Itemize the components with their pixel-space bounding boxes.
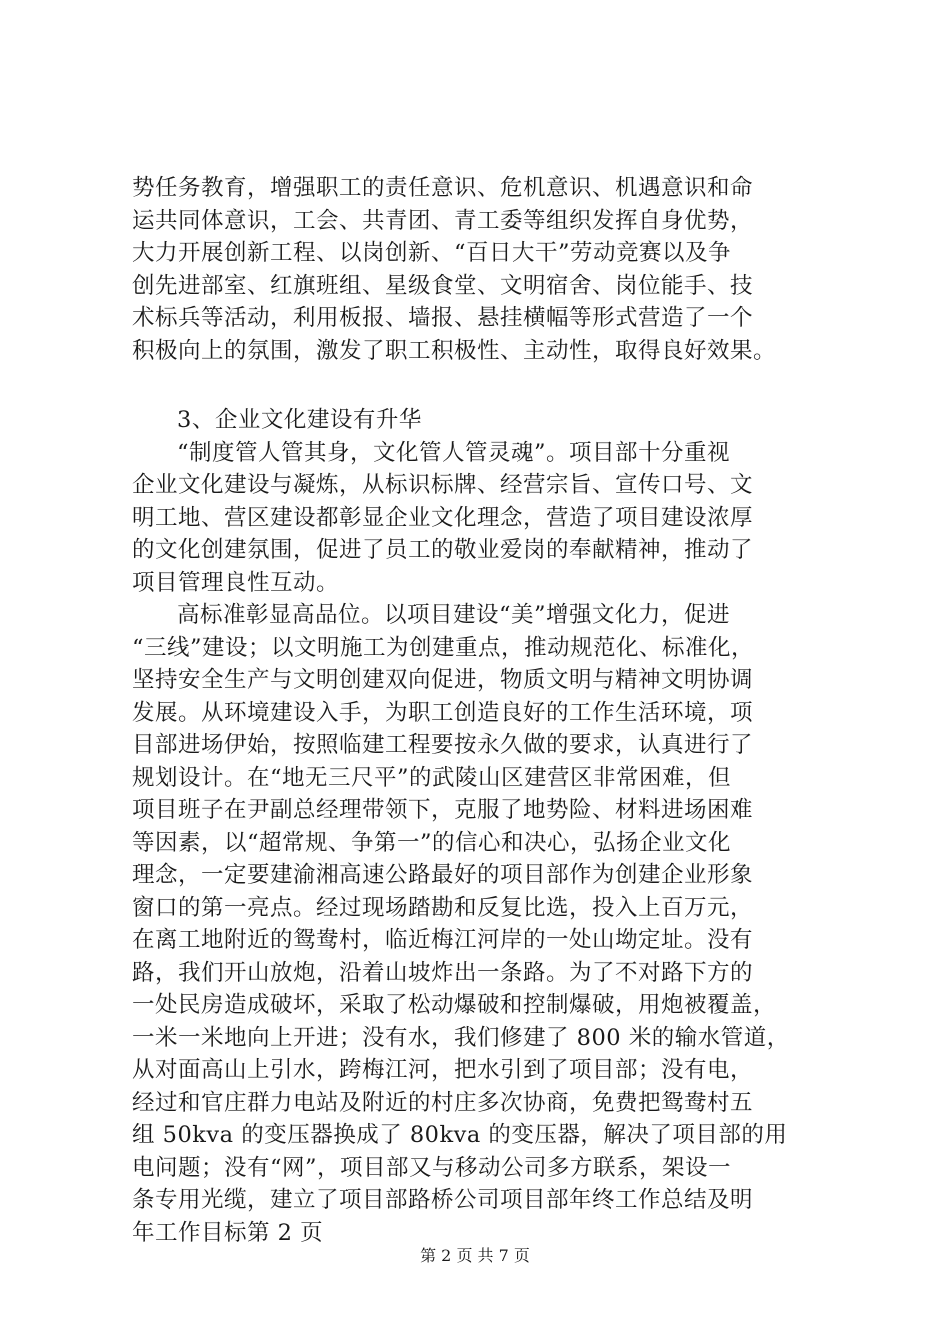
body-line: 目部进场伊始，按照临建工程要按永久做的要求，认真进行了 — [132, 732, 754, 758]
body-line: 企业文化建设与凝炼，从标识标牌、经营宗旨、宣传口号、文 — [132, 472, 754, 498]
body-line: 等因素，以“超常规、争第一”的信心和决心，弘扬企业文化 — [132, 829, 732, 856]
body-line: 创先进部室、红旗班组、星级食堂、文明宿舍、岗位能手、技 — [132, 272, 754, 299]
body-line: 组 50kva 的变压器换成了 80kva 的变压器，解决了项目部的用 — [132, 1122, 788, 1148]
body-line: 运共同体意识，工会、共青团、青工委等组织发挥自身优势， — [132, 207, 754, 234]
body-line: “三线”建设；以文明施工为创建重点，推动规范化、标准化， — [132, 634, 755, 661]
body-line: 大力开展创新工程、以岗创新、“百日大干”劳动竞赛以及争 — [132, 240, 732, 266]
body-line: 条专用光缆，建立了项目部路桥公司项目部年终工作总结及明 — [132, 1187, 754, 1213]
document-body — [132, 172, 832, 1249]
body-line: 一处民房造成破坏，采取了松动爆破和控制爆破，用炮被覆盖， — [132, 992, 777, 1018]
body-line: 规划设计。在“地无三尺平”的武陵山区建营区非常困难，但 — [132, 764, 732, 791]
body-line: 经过和官庄群力电站及附近的村庄多次协商，免费把鸳鸯村五 — [132, 1089, 754, 1116]
body-line: 理念，一定要建渝湘高速公路最好的项目部作为创建企业形象 — [132, 862, 754, 888]
body-line: 窗口的第一亮点。经过现场踏勘和反复比选，投入上百万元， — [132, 894, 754, 921]
body-line: 坚持安全生产与文明创建双向促进，物质文明与精神文明协调 — [132, 667, 754, 693]
paragraph-gap — [132, 367, 832, 404]
paragraph-first-line: “制度管人管其身，文化管人管灵魂”。项目部十分重视 — [177, 439, 731, 466]
body-line: 路，我们开山放炮，沿着山坡炸出一条路。为了不对路下方的 — [132, 959, 754, 986]
section-heading: 3、企业文化建设有升华 — [177, 407, 422, 433]
paragraph-first-line: 高标准彰显高品位。以项目建设“美”增强文化力，促进 — [177, 602, 731, 628]
body-line: 年工作目标第 2 页 — [132, 1219, 324, 1246]
body-line: 电问题；没有“网”，项目部又与移动公司多方联系，架设一 — [132, 1154, 732, 1181]
body-line: 明工地、营区建设都彰显企业文化理念，营造了项目建设浓厚 — [132, 504, 754, 531]
body-line: 项目管理良性互动。 — [132, 569, 340, 596]
page-number-label: 第 2 页 共 7 页 — [420, 1246, 530, 1265]
body-line: 一米一米地向上开进；没有水，我们修建了 800 米的输水管道， — [132, 1024, 790, 1051]
body-line: 在离工地附近的鸳鸯村，临近梅江河岸的一处山坳定址。没有 — [132, 927, 754, 953]
body-line: 项目班子在尹副总经理带领下，克服了地势险、材料进场困难 — [132, 797, 754, 823]
body-line: 的文化创建氛围，促进了员工的敬业爱岗的奉献精神，推动了 — [132, 537, 754, 563]
body-line: 积极向上的氛围，激发了职工积极性、主动性，取得良好效果。 — [132, 337, 777, 364]
body-line: 从对面高山上引水，跨梅江河，把水引到了项目部；没有电， — [132, 1057, 754, 1083]
body-line: 术标兵等活动，利用板报、墙报、悬挂横幅等形式营造了一个 — [132, 305, 754, 331]
page-footer — [0, 1246, 950, 1266]
body-line: 势任务教育，增强职工的责任意识、危机意识、机遇意识和命 — [132, 175, 754, 201]
body-line: 发展。从环境建设入手，为职工创造良好的工作生活环境，项 — [132, 699, 754, 726]
